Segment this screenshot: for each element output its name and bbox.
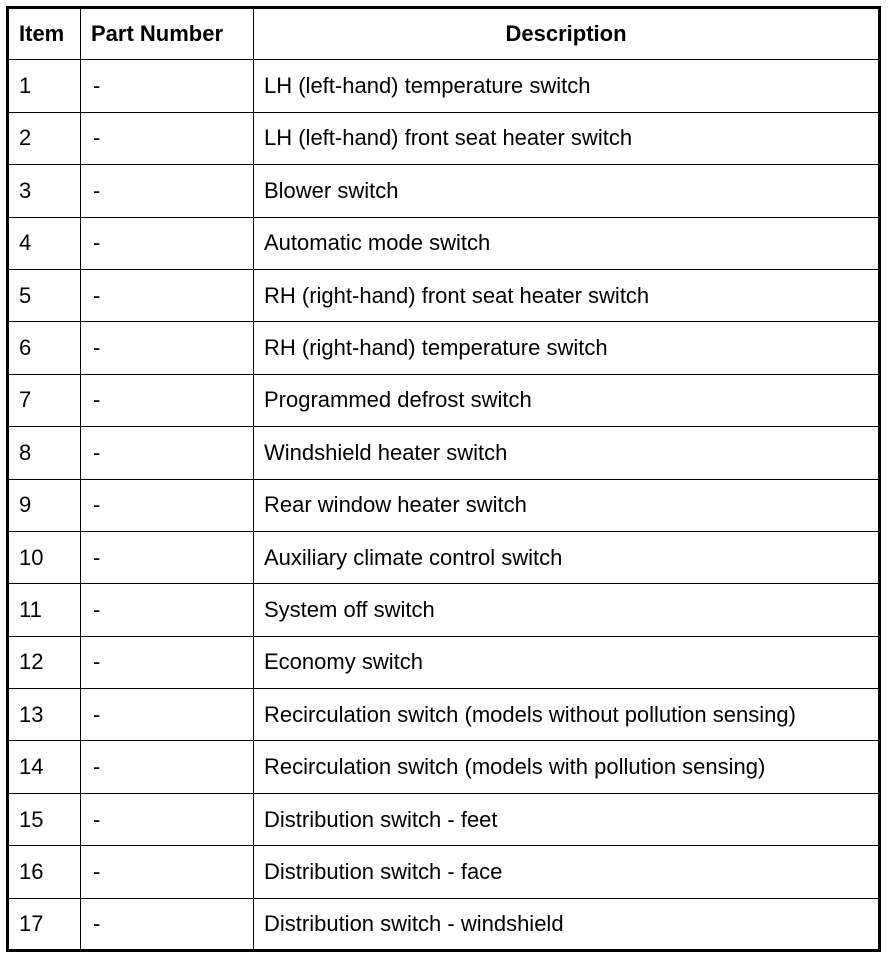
- cell-description: Programmed defrost switch: [254, 374, 880, 426]
- header-part-number: Part Number: [81, 8, 254, 60]
- table-row: [8, 898, 880, 950]
- table-row: [8, 112, 880, 164]
- cell-item: 13: [8, 689, 81, 741]
- cell-item: 16: [8, 846, 81, 898]
- cell-part-number: -: [81, 531, 254, 583]
- cell-part-number: -: [81, 479, 254, 531]
- cell-description: RH (right-hand) front seat heater switch: [254, 269, 880, 321]
- parts-table-container: [6, 6, 881, 952]
- cell-part-number: -: [81, 741, 254, 793]
- cell-item: 10: [8, 531, 81, 583]
- cell-description: Auxiliary climate control switch: [254, 531, 880, 583]
- cell-part-number: -: [81, 793, 254, 845]
- parts-table: [6, 6, 881, 952]
- header-description: Description: [254, 8, 880, 60]
- cell-part-number: -: [81, 165, 254, 217]
- cell-item: 17: [8, 898, 81, 950]
- cell-description: LH (left-hand) temperature switch: [254, 60, 880, 112]
- cell-item: 7: [8, 374, 81, 426]
- table-header-row: [8, 8, 880, 60]
- cell-description: Automatic mode switch: [254, 217, 880, 269]
- cell-part-number: -: [81, 269, 254, 321]
- cell-description: System off switch: [254, 584, 880, 636]
- cell-description: Windshield heater switch: [254, 427, 880, 479]
- cell-description: Distribution switch - face: [254, 846, 880, 898]
- table-row: [8, 689, 880, 741]
- cell-part-number: -: [81, 374, 254, 426]
- table-row: [8, 741, 880, 793]
- cell-item: 6: [8, 322, 81, 374]
- cell-description: RH (right-hand) temperature switch: [254, 322, 880, 374]
- cell-item: 3: [8, 165, 81, 217]
- header-item: Item: [8, 8, 81, 60]
- table-body: [8, 60, 880, 951]
- cell-description: Distribution switch - feet: [254, 793, 880, 845]
- cell-description: Distribution switch - windshield: [254, 898, 880, 950]
- cell-item: 5: [8, 269, 81, 321]
- cell-item: 1: [8, 60, 81, 112]
- cell-part-number: -: [81, 636, 254, 688]
- cell-part-number: -: [81, 217, 254, 269]
- cell-description: Recirculation switch (models with pollution sensing): [254, 741, 880, 793]
- cell-item: 11: [8, 584, 81, 636]
- cell-part-number: -: [81, 322, 254, 374]
- table-row: [8, 269, 880, 321]
- table-row: [8, 374, 880, 426]
- table-row: [8, 60, 880, 112]
- table-row: [8, 427, 880, 479]
- cell-item: 4: [8, 217, 81, 269]
- table-row: [8, 479, 880, 531]
- cell-part-number: -: [81, 112, 254, 164]
- cell-description: Rear window heater switch: [254, 479, 880, 531]
- table-row: [8, 217, 880, 269]
- cell-part-number: -: [81, 60, 254, 112]
- cell-item: 2: [8, 112, 81, 164]
- cell-part-number: -: [81, 427, 254, 479]
- table-row: [8, 165, 880, 217]
- table-row: [8, 846, 880, 898]
- cell-item: 12: [8, 636, 81, 688]
- table-row: [8, 584, 880, 636]
- cell-part-number: -: [81, 846, 254, 898]
- cell-description: LH (left-hand) front seat heater switch: [254, 112, 880, 164]
- cell-part-number: -: [81, 584, 254, 636]
- cell-description: Economy switch: [254, 636, 880, 688]
- table-row: [8, 793, 880, 845]
- table-row: [8, 636, 880, 688]
- table-row: [8, 531, 880, 583]
- cell-part-number: -: [81, 898, 254, 950]
- cell-description: Blower switch: [254, 165, 880, 217]
- cell-item: 8: [8, 427, 81, 479]
- cell-item: 9: [8, 479, 81, 531]
- cell-description: Recirculation switch (models without pollution sensing): [254, 689, 880, 741]
- table-row: [8, 322, 880, 374]
- cell-item: 15: [8, 793, 81, 845]
- cell-item: 14: [8, 741, 81, 793]
- cell-part-number: -: [81, 689, 254, 741]
